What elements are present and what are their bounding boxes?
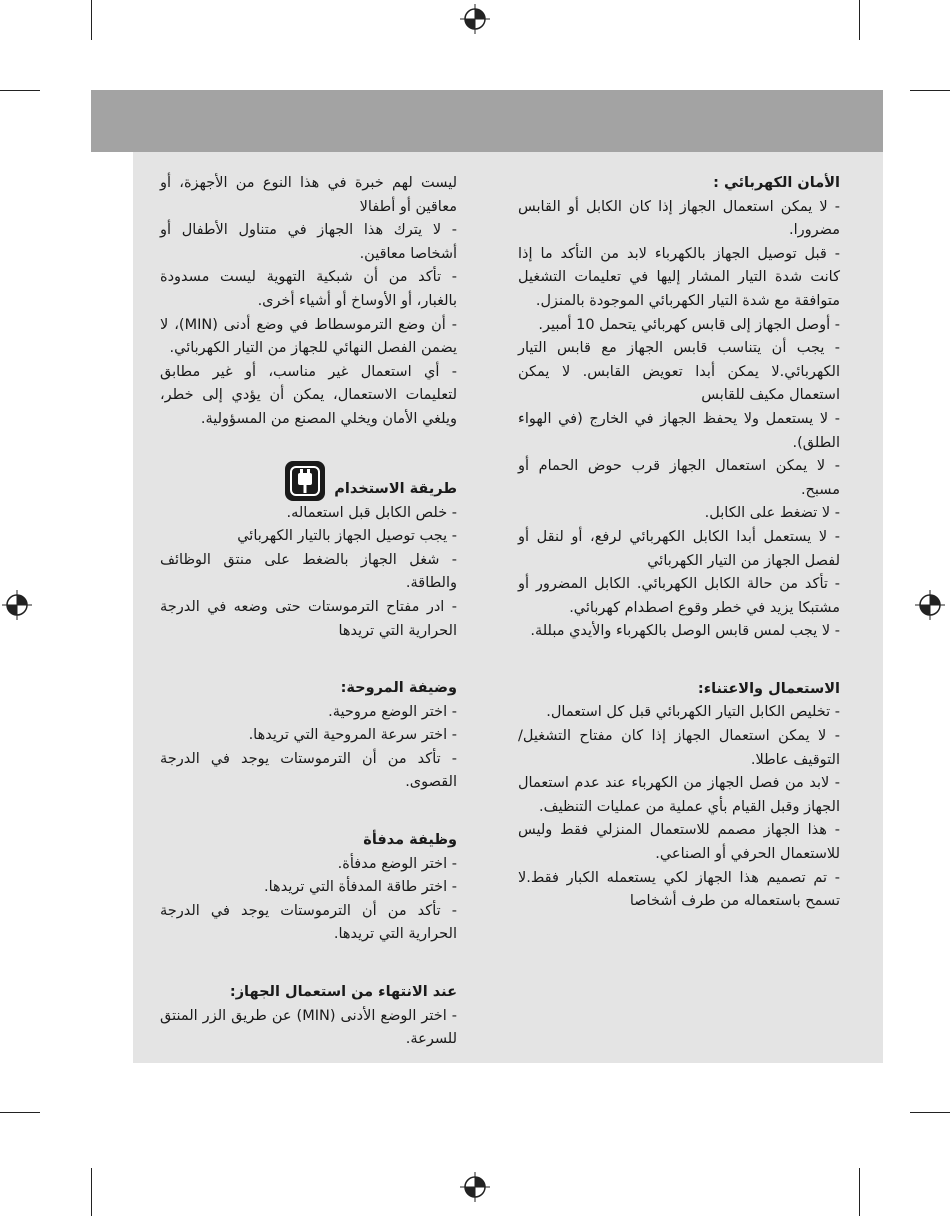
usage-heading: [160, 460, 457, 502]
fan-function-title: وضيفة المروحة:: [340, 680, 457, 697]
crop-mark: [910, 90, 950, 91]
usage-list: [160, 502, 457, 644]
list-item: - تم تصميم هذا الجهاز لكي يستعمله الكبار فقط.لا تسمح باستعماله من طرف أشخاصا: [518, 869, 840, 910]
list-item: - لا يجب لمس قابس الوصل بالكهرباء والأيدي مبللة.: [530, 623, 840, 640]
list-item: - يجب توصيل الجهاز بالتيار الكهربائي: [237, 528, 457, 545]
crop-mark: [910, 1112, 950, 1113]
registration-mark: [460, 1172, 490, 1202]
registration-mark: [915, 590, 945, 620]
usage-title: طريقة الاستخدام: [334, 480, 457, 497]
list-item: - هذا الجهاز مصمم للاستعمال المنزلي فقط وليس للاستعمال الحرفي أو الصناعي.: [518, 822, 840, 863]
crop-mark: [91, 0, 92, 40]
right-column: [518, 172, 840, 914]
list-item: - لا يستعمل ولا يحفظ الجهاز في الخارج (في الهواء الطلق).: [518, 410, 840, 451]
list-item: - لابد من فصل الجهاز من الكهرباء عند عدم استعمال الجهاز وقبل القيام بأي عملية من عمليات التنظيف.: [518, 775, 840, 815]
crop-mark: [0, 1112, 40, 1113]
end-of-use-list: [160, 1005, 457, 1052]
list-item: - لا يمكن استعمال الجهاز قرب حوض الحمام أو مسبح.: [518, 458, 840, 498]
list-item: - تأكد من أن الترموستات يوجد في الدرجة القصوى.: [160, 750, 457, 791]
list-item: - تأكد من أن شبكية التهوية ليست مسدودة بالغبار، أو الأوساخ أو أشياء أخرى.: [160, 269, 457, 309]
crop-mark: [859, 0, 860, 40]
list-item: - يجب أن يتناسب قابس الجهاز مع قابس التيار الكهربائي.لا يمكن أبدا تعويض القابس. لا يمكن استعمال مكيف للقابس: [518, 340, 840, 404]
list-item: - شغل الجهاز بالضغط على منتق الوظائف والطاقة.: [160, 551, 457, 592]
list-item: - اختر سرعة المروحية التي تريدها.: [248, 727, 457, 744]
list-item: - لا يترك هذا الجهاز في متناول الأطفال أو أشخاصا معاقين.: [160, 222, 457, 262]
heater-function-list: [160, 853, 457, 947]
fan-function-list: [160, 701, 457, 795]
continued-list: [160, 172, 457, 432]
list-item: - أي استعمال غير مناسب، أو غير مطابق لتعليمات الاستعمال، يمكن أن يؤدي إلى خطر، ويلغي الأمان ويخلي المصنع من المسؤولية.: [160, 363, 457, 427]
list-item: - أوصل الجهاز إلى قابس كهربائي يتحمل 10 أمبير.: [538, 316, 840, 333]
list-item: - اختر طاقة المدفأة التي تريدها.: [264, 879, 457, 896]
registration-mark: [460, 4, 490, 34]
crop-mark: [0, 90, 40, 91]
crop-mark: [859, 1168, 860, 1216]
list-item: - تأكد من حالة الكابل الكهربائي. الكابل المضرور أو مشتبكا يزيد في خطر وقوع اصطدام كهربائي.: [518, 576, 840, 616]
header-band: [91, 90, 883, 152]
list-item: - لا يمكن استعمال الجهاز إذا كان مفتاح التشغيل/ التوقيف عاطلا.: [518, 728, 840, 768]
list-item: - تخليص الكابل التيار الكهربائي قبل كل استعمال.: [546, 704, 840, 721]
use-and-care-title: الاستعمال والاعتناء:: [697, 680, 840, 697]
use-and-care-list: [518, 701, 840, 913]
list-item: ليست لهم خبرة في هذا النوع من الأجهزة، أو معاقين أو أطفالا: [160, 175, 457, 215]
plug-icon: [284, 460, 326, 502]
heater-function-title: وظيفة مدفأة: [363, 832, 457, 849]
list-item: - لا تضغط على الكابل.: [704, 505, 840, 522]
crop-mark: [91, 1168, 92, 1216]
list-item: - اختر الوضع مدفأة.: [337, 855, 457, 872]
list-item: - لا يمكن استعمال الجهاز إذا كان الكابل أو القابس مضرورا.: [518, 198, 840, 239]
registration-mark: [2, 590, 32, 620]
list-item: - أن وضع الترموسطاط في وضع أدنى (MIN)، لا يضمن الفصل النهائي للجهاز من التيار الكهربائي.: [160, 316, 457, 357]
list-item: - لا يستعمل أبدا الكابل الكهربائي لرفع، أو لنقل أو لفصل الجهاز من التيار الكهربائي: [518, 528, 840, 569]
list-item: - اختر الوضع الأدنى (MIN) عن طريق الزر المنتق للسرعة.: [160, 1007, 457, 1048]
list-item: - قبل توصيل الجهاز بالكهرباء لابد من التأكد ما إذا كانت شدة التيار المشار إليها في تعليمات التشغيل متوافقة مع شدة التيار الكهربائي الموجودة بالمنزل.: [518, 245, 840, 309]
end-of-use-title: عند الانتهاء من استعمال الجهاز:: [229, 984, 457, 1001]
list-item: - ادر مفتاح الترموستات حتى وضعه في الدرجة الحرارية التي تريدها: [160, 598, 457, 639]
list-item: - اختر الوضع مروحية.: [328, 703, 457, 720]
electrical-safety-title: الأمان الكهربائي :: [713, 175, 840, 191]
left-column: [160, 172, 457, 1052]
list-item: - تأكد من أن الترموستات يوجد في الدرجة الحرارية التي تريدها.: [160, 902, 457, 943]
list-item: - خلص الكابل قبل استعماله.: [286, 504, 457, 521]
electrical-safety-list: [518, 196, 840, 644]
